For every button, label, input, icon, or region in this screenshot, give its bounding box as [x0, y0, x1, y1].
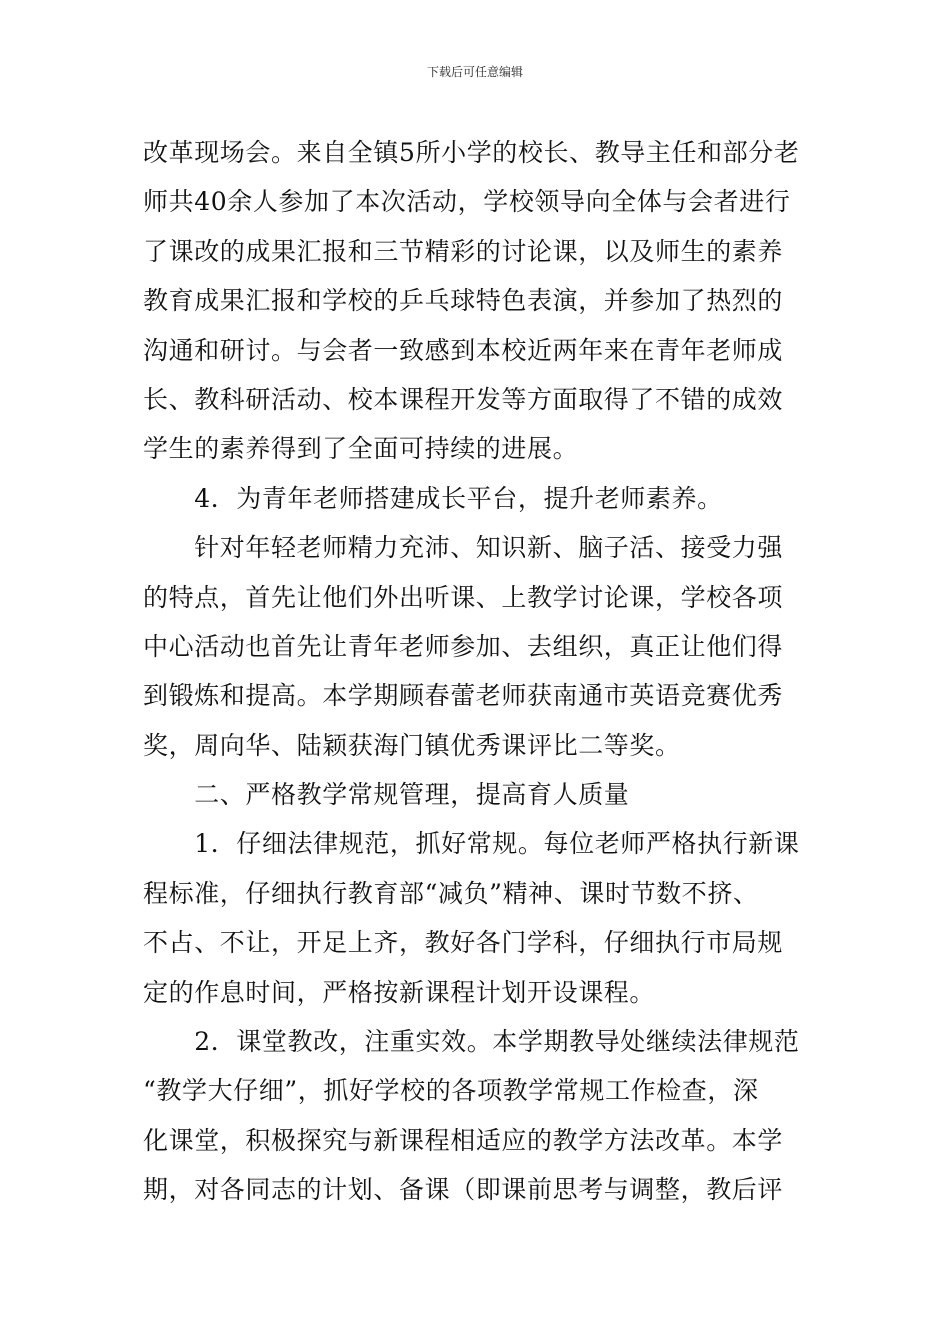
text-line: 1．仔细法律规范，抓好常规。每位老师严格执行新课	[143, 829, 800, 859]
text-line: 化课堂，积极探究与新课程相适应的教学方法改革。本学	[143, 1125, 784, 1155]
text-line: 针对年轻老师精力充沛、知识新、脑子活、接受力强	[143, 533, 784, 563]
text-line: 师共40余人参加了本次活动，学校领导向全体与会者进行	[143, 187, 791, 217]
text-line: 2．课堂教改，注重实效。本学期教导处继续法律规范	[143, 1027, 800, 1057]
text-line: 了课改的成果汇报和三节精彩的讨论课，以及师生的素养	[143, 236, 784, 266]
text-line: 学生的素养得到了全面可持续的进展。	[143, 434, 579, 464]
text-line: 不占、不让，开足上齐，教好各门学科，仔细执行市局规	[143, 928, 784, 958]
text-line: 期，对各同志的计划、备课（即课前思考与调整，教后评	[143, 1175, 784, 1205]
text-line: “教学大仔细”，抓好学校的各项教学常规工作检查，深	[143, 1076, 759, 1106]
text-line: 中心活动也首先让青年老师参加、去组织，真正让他们得	[143, 631, 784, 661]
text-line: 改革现场会。来自全镇5所小学的校长、教导主任和部分老	[143, 138, 800, 167]
text-line: 程标准，仔细执行教育部“减负”精神、课时节数不挤、	[143, 878, 759, 908]
text-line: 定的作息时间，严格按新课程计划开设课程。	[143, 977, 656, 1007]
text-line: 的特点，首先让他们外出听课、上教学讨论课，学校各项	[143, 582, 784, 612]
page-header: 下载后可任意编辑	[426, 65, 523, 79]
text-line: 教育成果汇报和学校的乒乓球特色表演，并参加了热烈的	[143, 286, 784, 316]
text-line: 到锻炼和提高。本学期顾春蕾老师获南通市英语竞赛优秀	[143, 681, 784, 711]
text-line: 奖，周向华、陆颖获海门镇优秀课评比二等奖。	[143, 730, 681, 760]
section-heading: 二、严格教学常规管理，提高育人质量	[143, 780, 630, 810]
text-line: 沟通和研讨。与会者一致感到本校近两年来在青年老师成	[143, 335, 784, 365]
paragraph-heading: 4．为青年老师搭建成长平台，提升老师素养。	[143, 483, 723, 513]
document-body	[143, 128, 809, 1215]
text-line: 长、教科研活动、校本课程开发等方面取得了不错的成效	[143, 384, 784, 414]
